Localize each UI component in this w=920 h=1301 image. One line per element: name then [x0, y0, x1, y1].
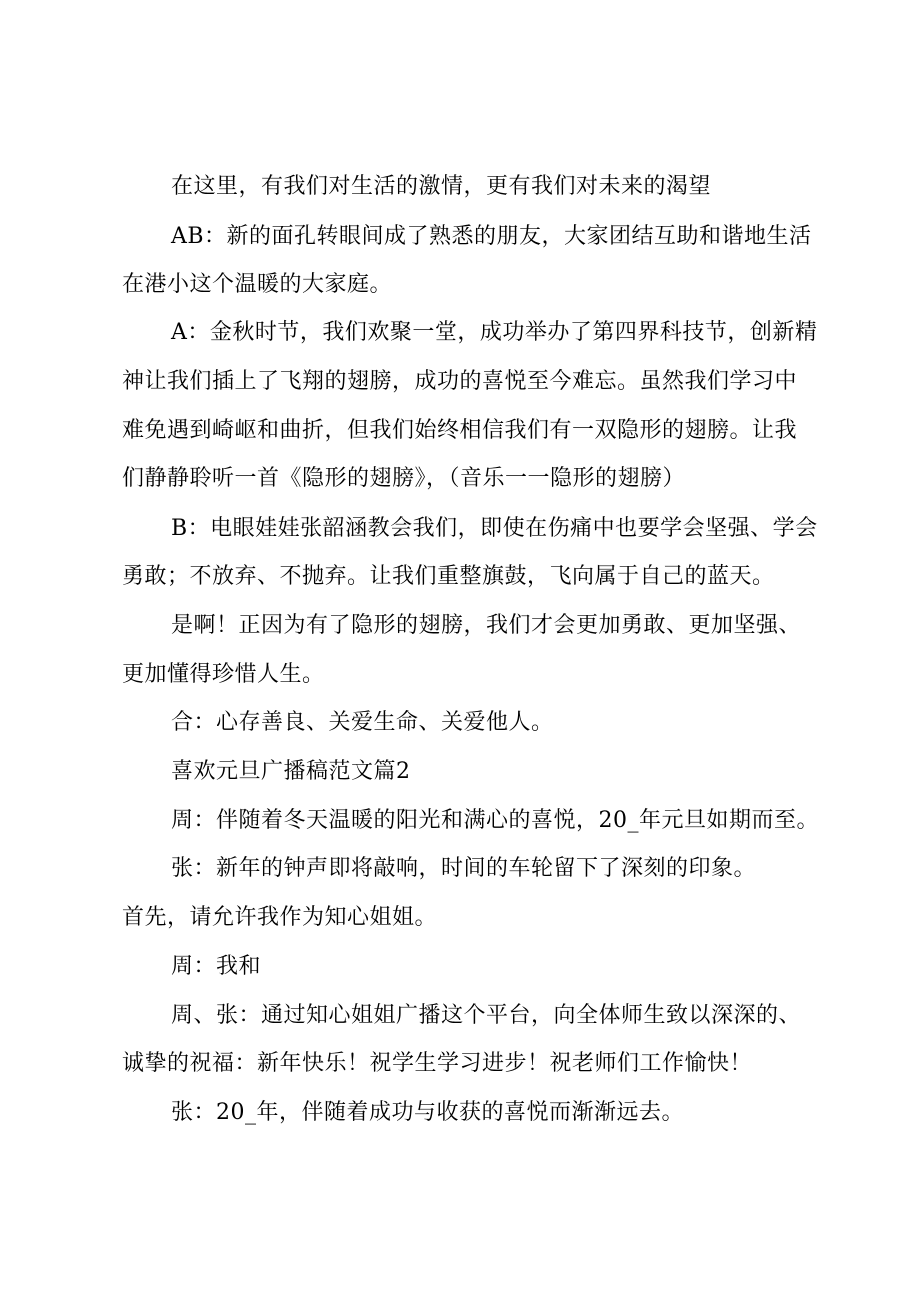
text-line: 勇敢；不放弃、不抛弃。让我们重整旗鼓，飞向属于自己的蓝天。 [122, 564, 775, 589]
text-line: 在港小这个温暖的大家庭。 [122, 272, 393, 297]
text-line: 诚挚的祝福：新年快乐！祝学生学习进步！祝老师们工作愉快！ [122, 1051, 753, 1076]
text-line: 周：我和 [171, 954, 262, 979]
text-line: 张：20_年，伴随着成功与收获的喜悦而渐渐远去。 [171, 1100, 684, 1125]
text-line: 张：新年的钟声即将敲响，时间的车轮留下了深刻的印象。 [171, 856, 757, 881]
text-line: 合：心存善良、关爱生命、关爱他人。 [171, 710, 554, 735]
text-line: 更加懂得珍惜人生。 [122, 662, 325, 687]
text-line: 神让我们插上了飞翔的翅膀，成功的喜悦至今难忘。虽然我们学习中 [122, 369, 798, 394]
section-heading: 喜欢元旦广播稿范文篇2 [171, 759, 411, 784]
text-line: B：电眼娃娃张韶涵教会我们，即使在伤痛中也要学会坚强、学会 [171, 516, 818, 541]
text-line: 在这里，有我们对生活的激情，更有我们对未来的渴望 [171, 174, 712, 199]
text-line: 首先，请允许我作为知心姐姐。 [122, 905, 438, 930]
text-line: AB：新的面孔转眼间成了熟悉的朋友，大家团结互助和谐地生活 [171, 224, 812, 249]
text-line: 周、张：通过知心姐姐广播这个平台，向全体师生致以深深的、 [171, 1003, 802, 1028]
text-line: 周：伴随着冬天温暖的阳光和满心的喜悦，20_年元旦如期而至。 [171, 808, 819, 833]
text-line: 是啊！正因为有了隐形的翅膀，我们才会更加勇敢、更加坚强、 [171, 613, 802, 638]
text-line: 难免遇到崎岖和曲折，但我们始终相信我们有一双隐形的翅膀。让我 [122, 418, 798, 443]
text-line: 们静静聆听一首《隐形的翅膀》，（音乐一一隐形的翅膀） [122, 466, 686, 491]
text-line: A：金秋时节，我们欢聚一堂，成功举办了第四界科技节，创新精 [171, 320, 818, 345]
